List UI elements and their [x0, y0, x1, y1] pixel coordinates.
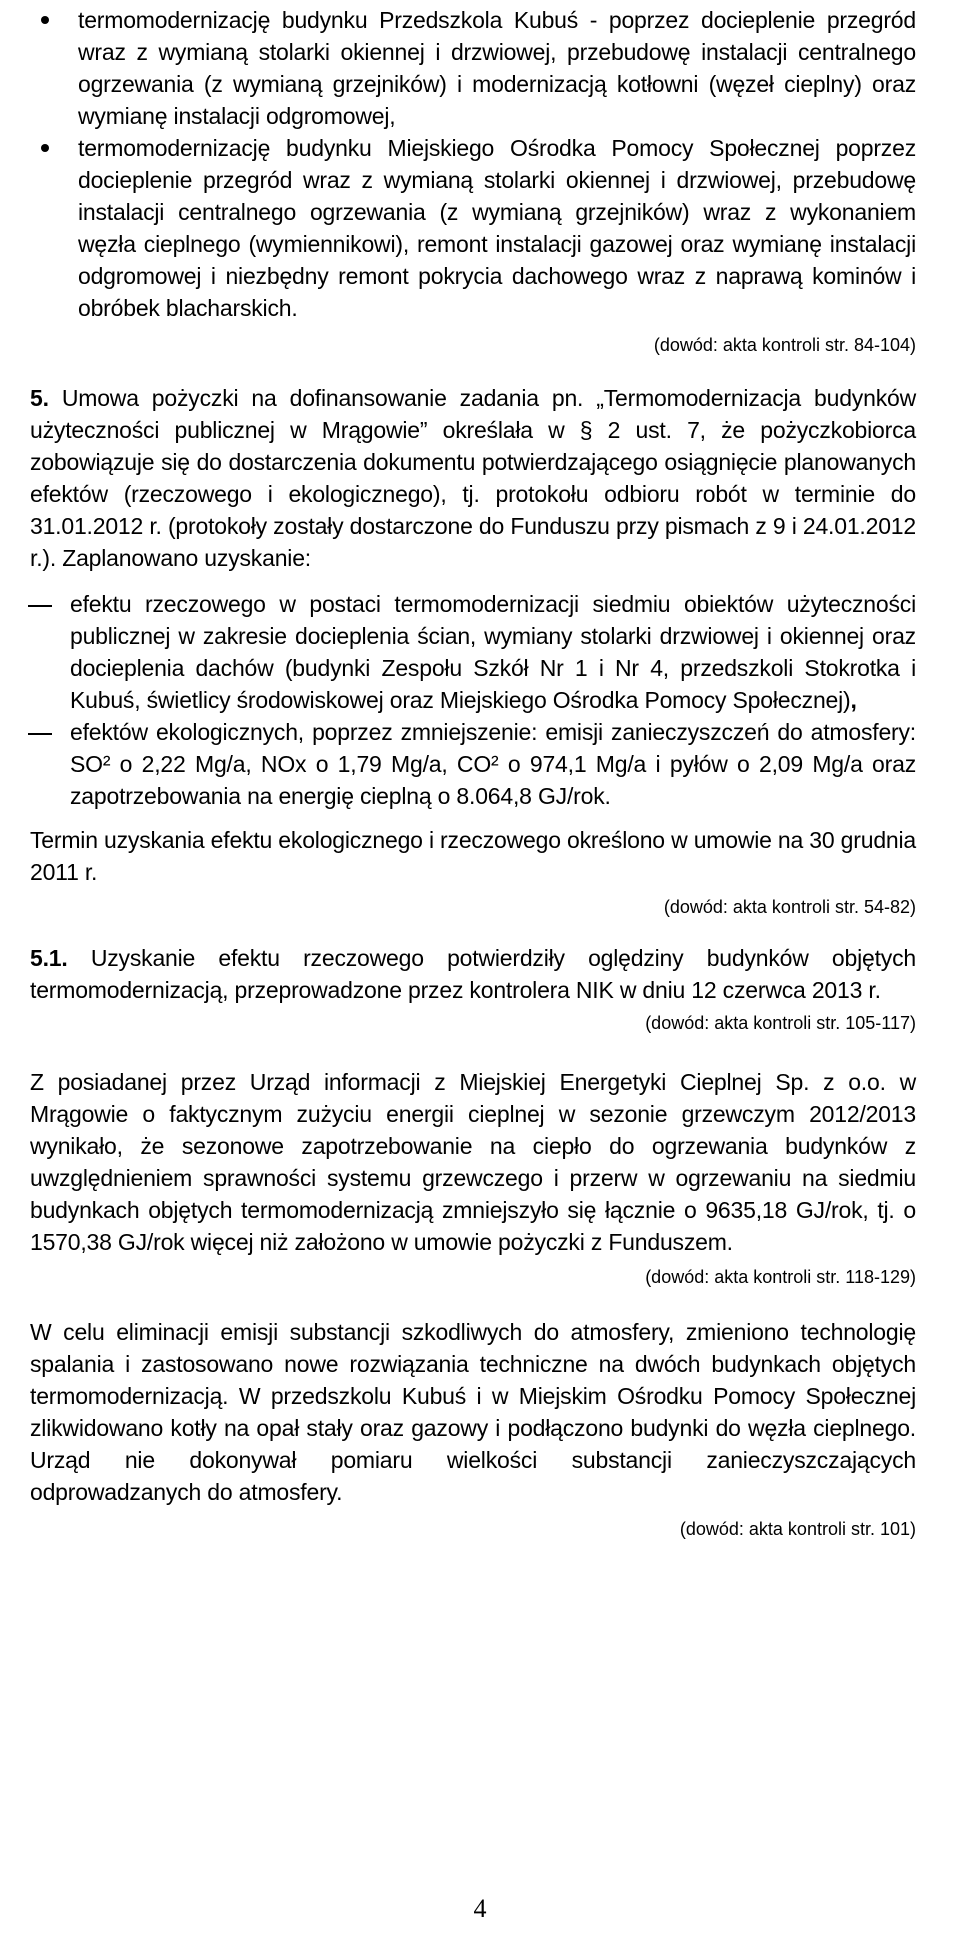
page-number: 4	[473, 1894, 487, 1923]
evidence-note-3: (dowód: akta kontroli str. 105-117)	[645, 1013, 916, 1033]
section-text: Umowa pożyczki na dofinansowanie zadania pn. „Termomodernizacja budynków użyteczności publicznej w Mrągowie” określała w § 2 ust. 7, że pożyczkobiorca zobowiązuje się do dostarczenia dokumentu potwierdzającego osiągnięcie planowanych efektów (rzeczowego i ekologicznego), tj. protokołu odbioru robót w terminie do 31.01.2012 r. (protokoły zostały dostarczone do Funduszu przy pismach z 9 i 24.01.2012 r.). Zaplanowano uzyskanie:	[30, 385, 916, 571]
evidence-note-5: (dowód: akta kontroli str. 101)	[679, 1519, 916, 1539]
evidence-note-1: (dowód: akta kontroli str. 84-104)	[653, 335, 916, 355]
bullet-text-2: termomodernizację budynku Miejskiego Ośrodka Pomocy Społecznej poprzez docieplenie przegród wraz z wymianą stolarki okiennej i drzwiowej, przebudowę instalacji centralnego ogrzewania (z wymianą grzejników) wraz z wykonaniem węzła cieplnego (wymiennikowi), remont instalacji gazowej oraz wymianę instalacji odgromowej i niezbędny remont pokrycia dachowego wraz z naprawą kominów i obróbek blacharskich.	[78, 135, 916, 321]
emission-paragraph: W celu eliminacji emisji substancji szkodliwych do atmosfery, zmieniono technologię spalania i zastosowano nowe rozwiązania techniczne na dwóch budynkach objętych termomodernizacją. W przedszkolu Kubuś i w Miejskim Ośrodku Pomocy Społecznej zlikwidowano kotły na opał stały oraz gazowy i podłączono budynki do węzła cieplnego. Urząd nie dokonywał pomiaru wielkości substancji zanieczyszczających odprowadzanych do atmosfery.	[30, 1319, 916, 1505]
dash-text-1: efektu rzeczowego w postaci termomodernizacji siedmiu obiektów użyteczności publicznej w zakresie docieplenia ścian, wymiany stolarki drzwiowej i okiennej oraz docieplenia dachów (budynki Zespołu Szkół Nr 1 i Nr 4, przedszkoli Stokrotka i Kubuś, świetlicy środowiskowej oraz Miejskiego Ośrodka Pomocy Społecznej)	[70, 591, 916, 713]
bullet-icon	[41, 16, 49, 24]
dash-text-2: efektów ekologicznych, poprzez zmniejszenie: emisji zanieczyszczeń do atmosfery: SO² o 2,22 Mg/a, NOx o 1,79 Mg/a, CO² o 974,1 Mg/a i pyłów o 2,09 Mg/a oraz zapotrzebowania na energię cieplną o 8.064,8 GJ/rok.	[70, 719, 916, 809]
list-item	[30, 588, 916, 716]
termin-paragraph: Termin uzyskania efektu ekologicznego i rzeczowego określono w umowie na 30 grudnia 2011 r.	[30, 827, 917, 885]
consumption-paragraph: Z posiadanej przez Urząd informacji z Miejskiej Energetyki Cieplnej Sp. z o.o. w Mrągowie o faktycznym zużyciu energii cieplnej w sezonie grzewczym 2012/2013 wynikało, że sezonowe zapotrzebowanie na ciepło do ogrzewania budynków z uwzględnieniem sprawności systemu grzewczego i przerw w ogrzewaniu na siedmiu budynkach objętych termomodernizacją zmniejszyło się łącznie o 9635,18 GJ/rok, tj. o 1570,38 GJ/rok więcej niż założono w umowie pożyczki z Funduszem.	[30, 1069, 916, 1255]
list-item	[68, 4, 916, 132]
evidence-note-4: (dowód: akta kontroli str. 118-129)	[645, 1267, 916, 1287]
dash-icon	[28, 733, 52, 735]
section-number: 5.1.	[30, 945, 68, 971]
dash-tail-1: ,	[850, 687, 857, 713]
section-text: Uzyskanie efektu rzeczowego potwierdziły oględziny budynków objętych termomodernizacją, przeprowadzone przez kontrolera NIK w dniu 12 czerwca 2013 r.	[30, 945, 916, 1003]
document-page	[0, 4, 960, 1944]
list-item	[30, 716, 916, 812]
bullet-icon	[41, 144, 49, 152]
dash-list	[30, 588, 916, 812]
section-number: 5.	[30, 385, 49, 411]
section-5-1-paragraph	[30, 942, 916, 1006]
section-5-paragraph	[30, 382, 916, 574]
bullet-text-1: termomodernizację budynku Przedszkola Kubuś - poprzez docieplenie przegród wraz z wymianą stolarki okiennej i drzwiowej, przebudowę instalacji centralnego ogrzewania (z wymianą grzejników) i modernizacją kotłowni (węzeł cieplny) oraz wymianę instalacji odgromowej,	[78, 7, 916, 129]
dash-icon	[28, 605, 52, 607]
evidence-note-2: (dowód: akta kontroli str. 54-82)	[663, 897, 916, 917]
bullet-list	[68, 4, 916, 324]
list-item	[68, 132, 916, 324]
